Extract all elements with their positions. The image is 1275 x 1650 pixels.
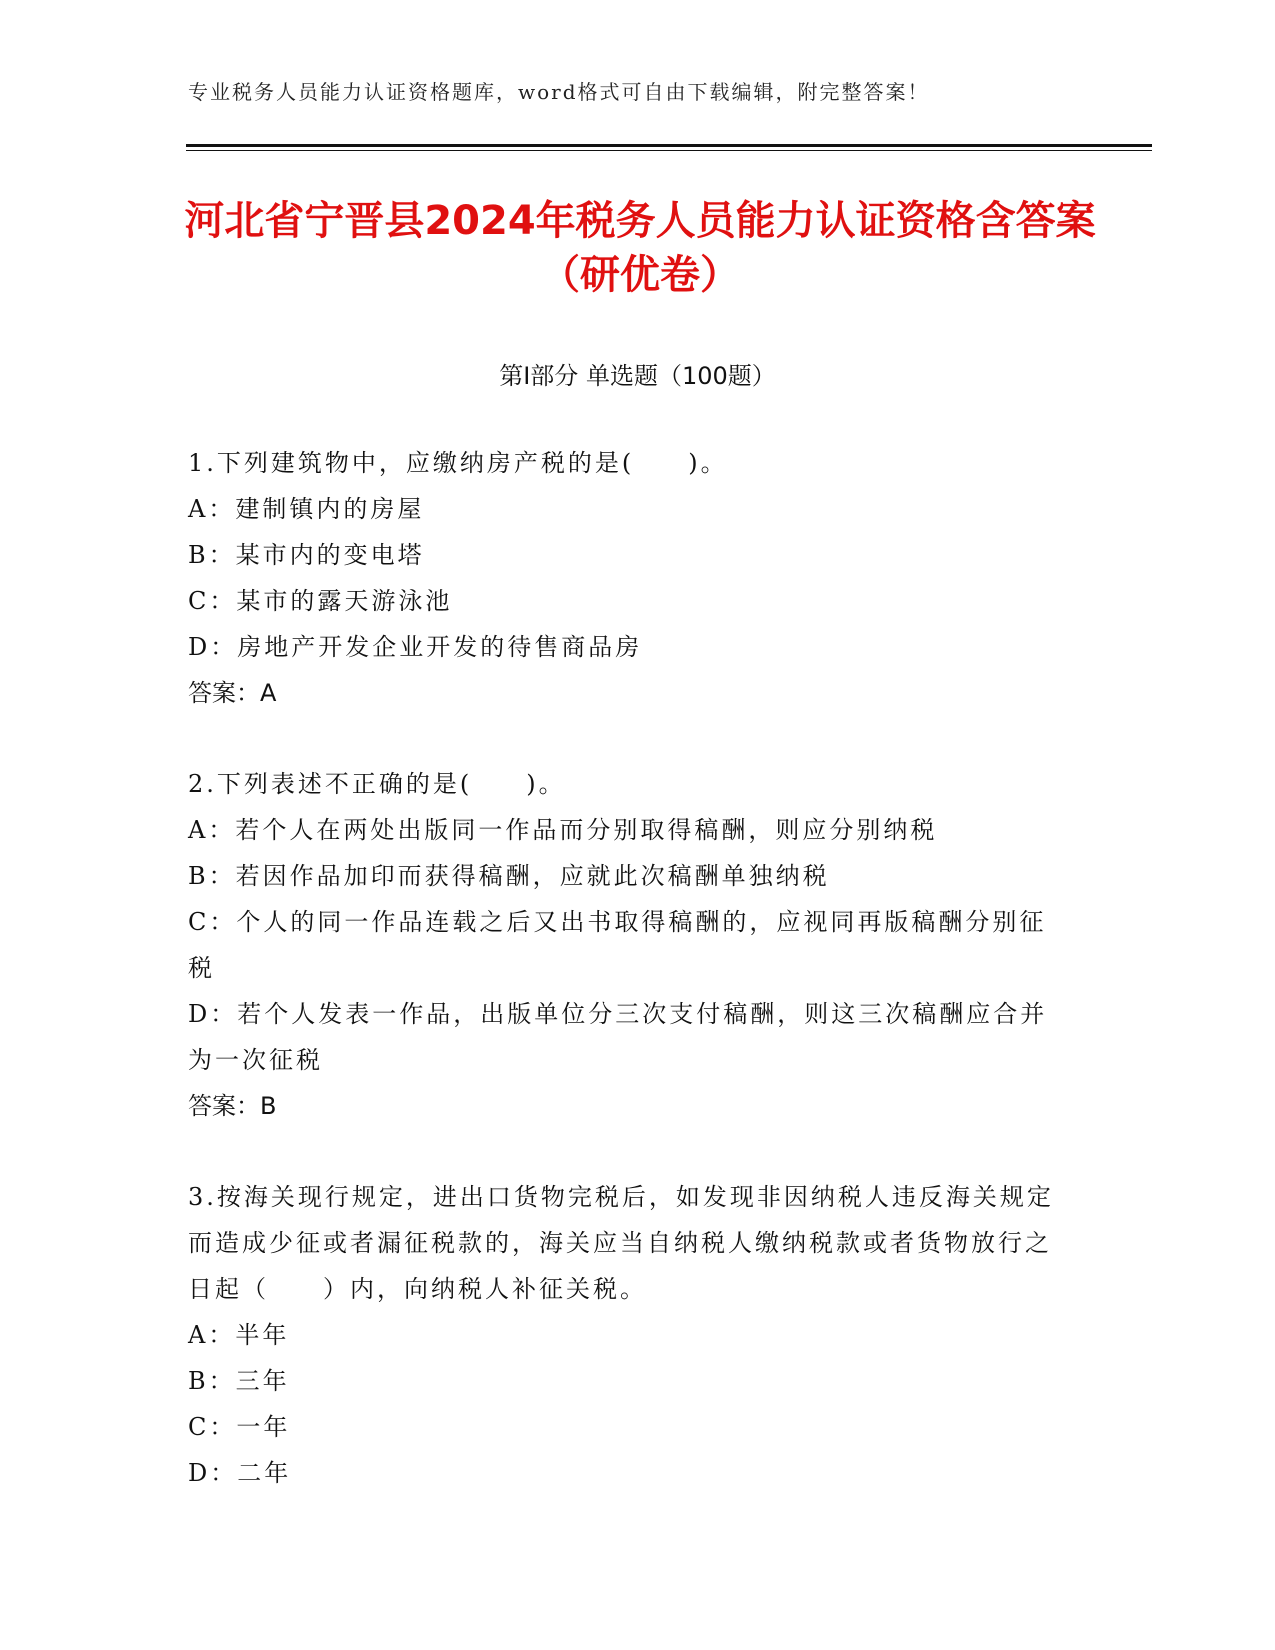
answer-line: 答案：B: [188, 1092, 277, 1120]
option-b: B：某市内的变电塔: [188, 541, 425, 569]
option-a: A：建制镇内的房屋: [188, 495, 425, 523]
option-d: D：若个人发表一作品，出版单位分三次支付稿酬，则这三次稿酬应合并为一次征税: [188, 1000, 1048, 1074]
section-heading: 第I部分 单选题（100题）: [499, 362, 776, 390]
header-divider-thick: [186, 144, 1152, 147]
answer-line: 答案：A: [188, 679, 277, 707]
option-c: C：个人的同一作品连载之后又出书取得稿酬的，应视同再版稿酬分别征税: [188, 908, 1047, 982]
header-divider-thin: [186, 150, 1152, 151]
question-stem: 1.下列建筑物中，应缴纳房产税的是( )。: [188, 449, 728, 477]
option-a: A：若个人在两处出版同一作品而分别取得稿酬，则应分别纳税: [188, 816, 938, 844]
question-stem: 2.下列表述不正确的是( )。: [188, 770, 566, 798]
option-c: C：某市的露天游泳池: [188, 587, 453, 615]
option-b: B：若因作品加印而获得稿酬，应就此次稿酬单独纳税: [188, 862, 830, 890]
question-1: [188, 440, 1068, 716]
option-d: D：二年: [188, 1459, 292, 1487]
header-note: 专业税务人员能力认证资格题库，word格式可自由下载编辑，附完整答案！: [188, 80, 930, 104]
question-stem: 3.按海关现行规定，进出口货物完税后，如发现非因纳税人违反海关规定而造成少征或者漏征税款的，海关应当自纳税人缴纳税款或者货物放行之日起（ ）内，向纳税人补征关税。: [188, 1183, 1054, 1303]
option-a: A：半年: [188, 1321, 290, 1349]
question-3: [188, 1174, 1068, 1496]
document-title: 河北省宁晋县2024年税务人员能力认证资格含答案（研优卷）: [184, 198, 1096, 298]
option-b: B：三年: [188, 1367, 290, 1395]
option-d: D：房地产开发企业开发的待售商品房: [188, 633, 643, 661]
option-c: C：一年: [188, 1413, 291, 1441]
question-list: [188, 440, 1068, 1541]
question-2: [188, 761, 1068, 1129]
